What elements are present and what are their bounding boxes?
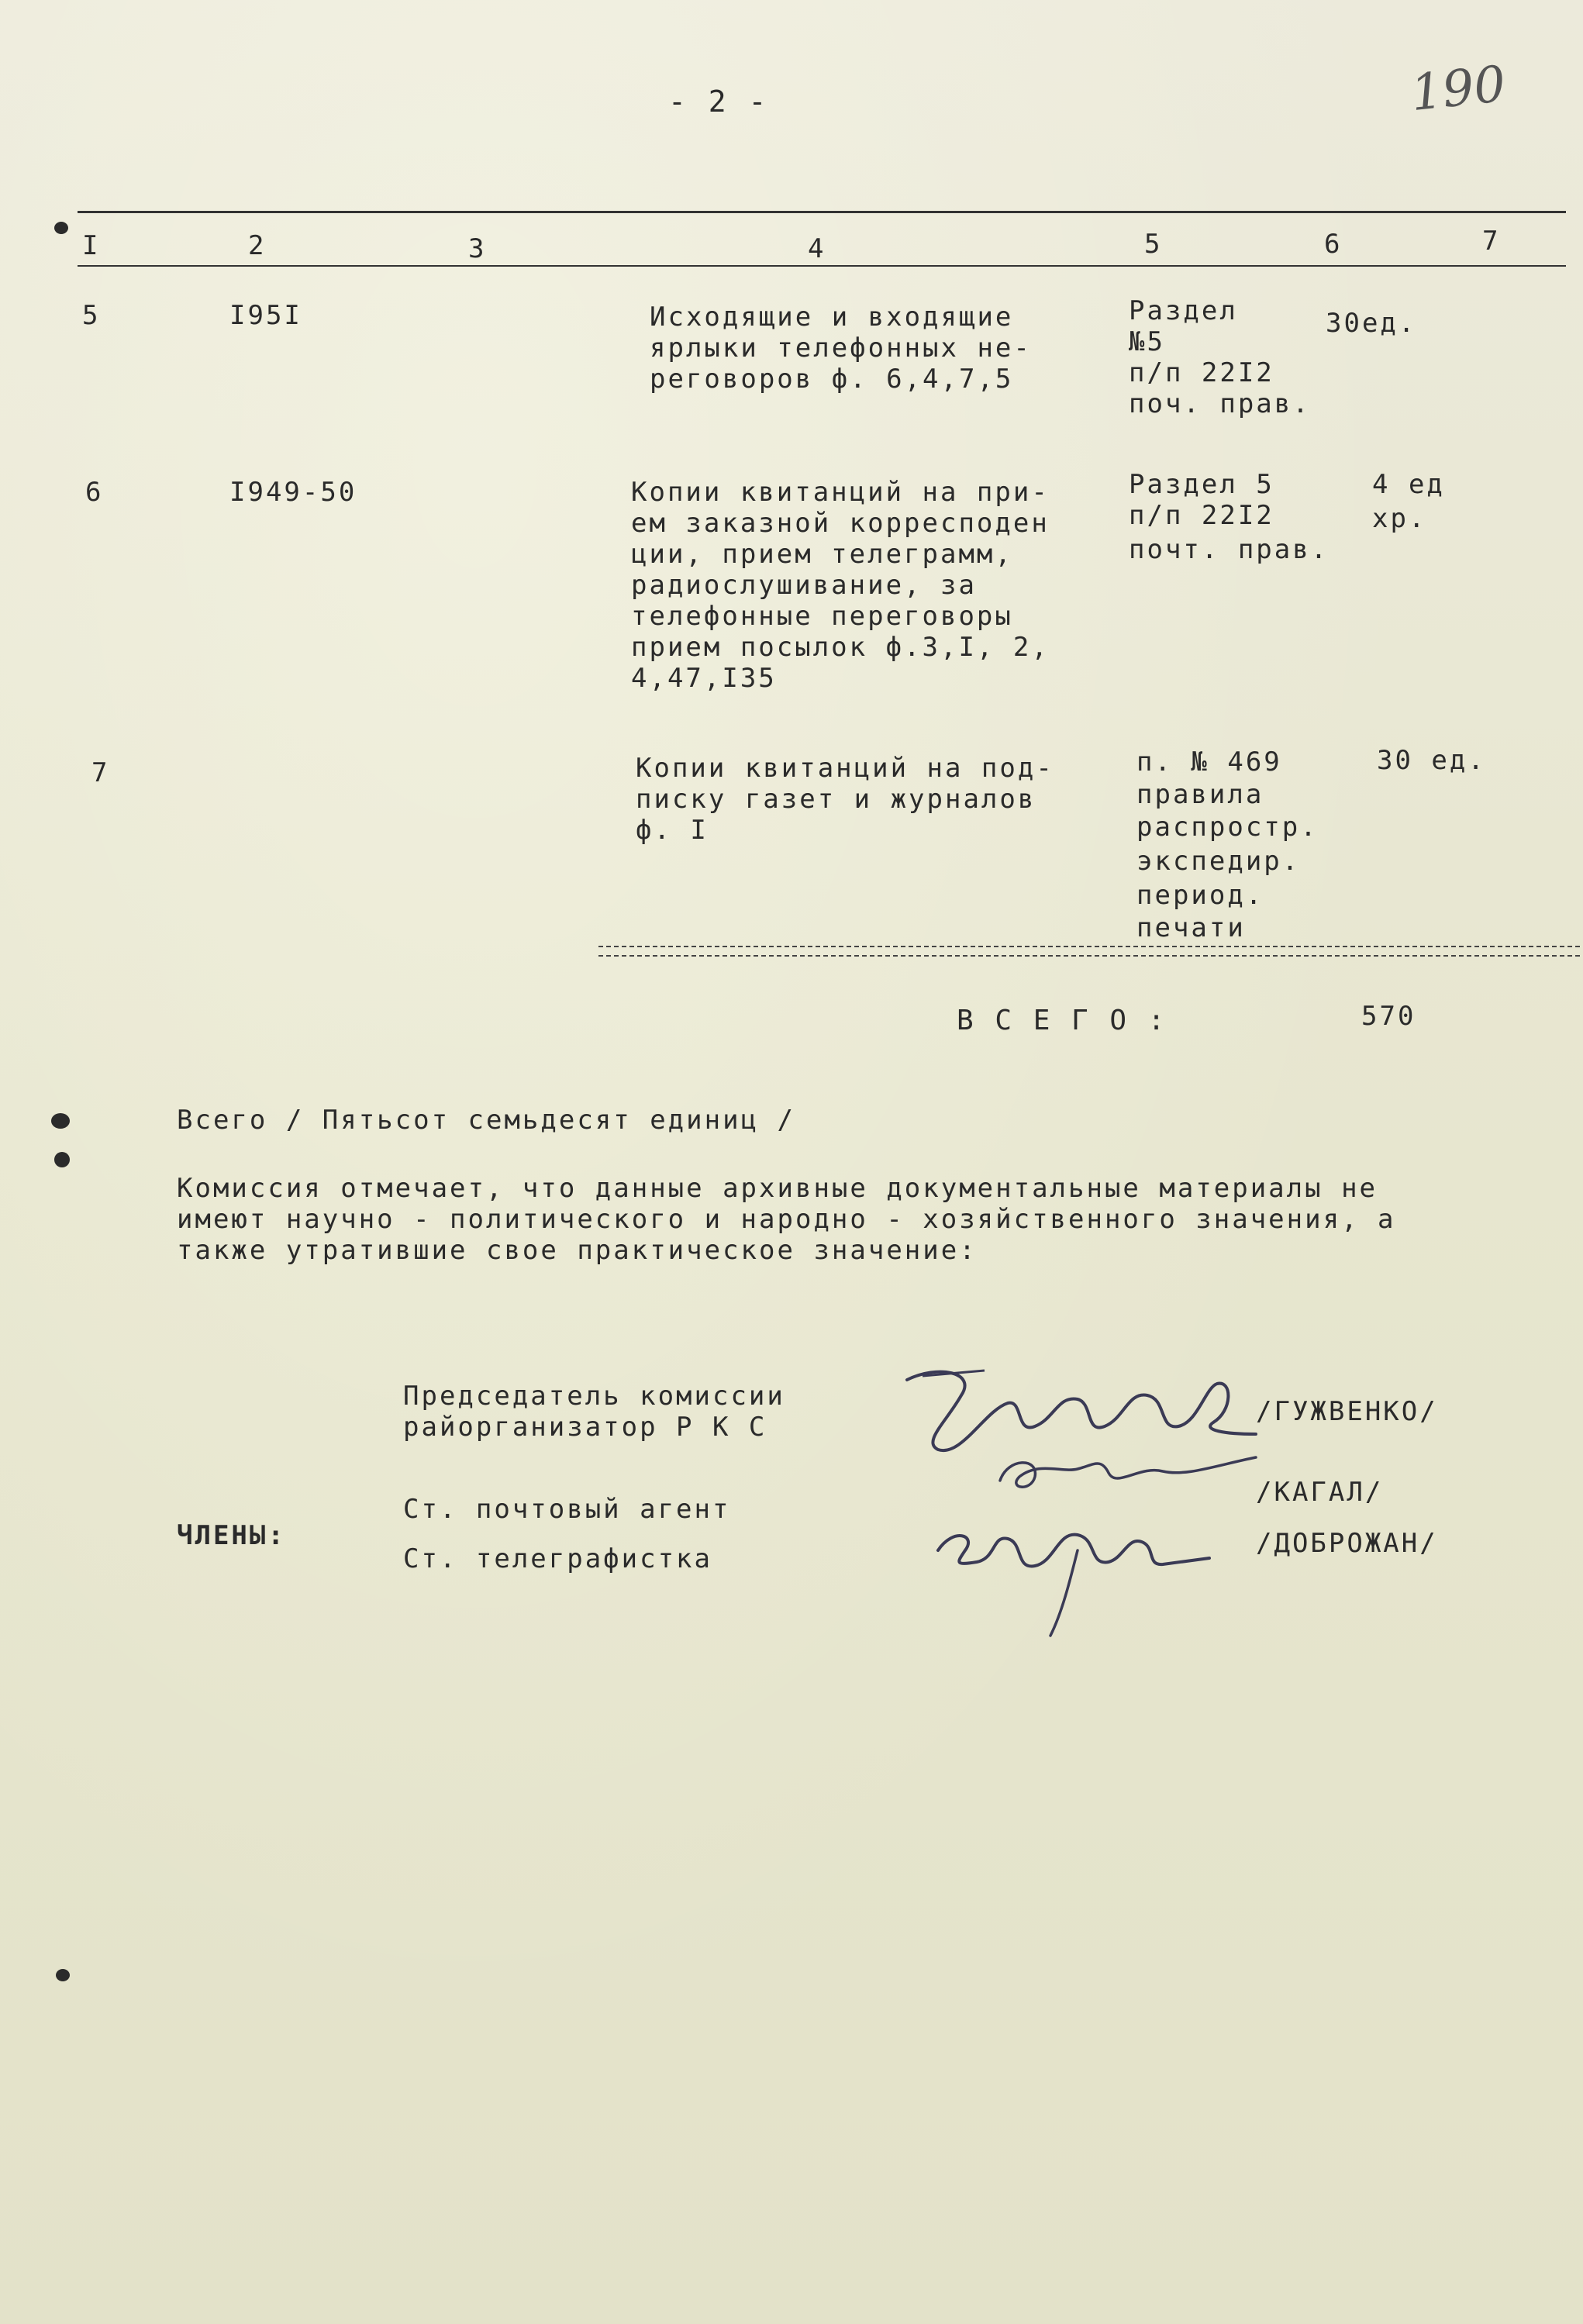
chair-title-line: Председатель комиссии — [403, 1381, 785, 1412]
member-name: /КАГАЛ/ — [1256, 1477, 1384, 1508]
col-6: 6 — [1324, 229, 1343, 260]
row-basis-line: п/п 22I2 — [1129, 357, 1274, 388]
row-number: 7 — [91, 757, 110, 788]
row-basis-line: поч. прав. — [1129, 388, 1311, 419]
chair-name: /ГУЖВЕНКО/ — [1256, 1396, 1438, 1427]
row-description-line: реговоров ф. 6,4,7,5 — [650, 364, 1014, 395]
row-basis-line: Раздел 5 — [1129, 469, 1274, 500]
row-description-line: телефонные переговоры — [631, 601, 1013, 632]
row-basis-line: п. № 469 — [1136, 747, 1282, 778]
commission-text-line: Комиссия отмечает, что данные архивные документальные материалы не — [177, 1173, 1378, 1204]
row-basis-line: почт. прав. — [1129, 534, 1330, 565]
row-quantity: 30 ед. — [1377, 745, 1486, 776]
punch-hole-mid-2 — [54, 1152, 70, 1167]
row-basis-line: №5 — [1129, 326, 1165, 357]
member-name: /ДОБРОЖАН/ — [1256, 1528, 1438, 1559]
col-1: I — [82, 230, 101, 261]
member-title: Ст. телеграфистка — [403, 1543, 712, 1574]
row-description-line: Копии квитанций на при- — [631, 477, 1050, 508]
summary-line: Всего / Пятьсот семьдесят единиц / — [177, 1105, 795, 1136]
total-value: 570 — [1361, 1001, 1416, 1032]
row-description-line: ярлыки телефонных не- — [650, 333, 1032, 364]
punch-hole-mid — [51, 1113, 70, 1129]
total-label: В С Е Г О : — [957, 1005, 1167, 1036]
row-description-line: прием посылок ф.3,I, 2, — [631, 632, 1050, 663]
row-basis-line: период. — [1136, 880, 1264, 911]
commission-text-line: имеют научно - политического и народно - хозяйственного значения, а — [177, 1204, 1396, 1235]
col-3: 3 — [468, 233, 487, 264]
chair-title-line: райорганизатор Р К С — [403, 1412, 767, 1443]
row-basis-line: печати — [1136, 912, 1246, 943]
row-quantity: хр. — [1372, 503, 1427, 534]
member-title: Ст. почтовый агент — [403, 1494, 731, 1525]
col-2: 2 — [248, 230, 267, 261]
archive-mark: 190 — [1408, 55, 1509, 123]
row-description-line: 4,47,I35 — [631, 663, 777, 694]
row-year: I95I — [229, 300, 302, 331]
row-description-line: радиослушивание, за — [631, 570, 977, 601]
total-double-rule — [598, 946, 1580, 957]
members-label: ЧЛЕНЫ: — [177, 1520, 286, 1551]
punch-hole-bottom — [56, 1969, 70, 1981]
page-number: - 2 - — [668, 84, 769, 119]
row-number: 6 — [85, 477, 104, 508]
row-description-line: ции, прием телеграмм, — [631, 539, 1013, 570]
row-basis-line: распростр. — [1136, 812, 1319, 843]
member-signature-dobrozhan — [923, 1504, 1217, 1643]
row-quantity: 4 ед — [1372, 469, 1445, 500]
col-7: 7 — [1482, 226, 1501, 257]
row-basis-line: п/п 22I2 — [1129, 500, 1274, 531]
punch-hole-top — [54, 222, 68, 234]
row-description-line: писку газет и журналов — [636, 784, 1036, 815]
row-year: I949-50 — [229, 477, 357, 508]
col-5: 5 — [1144, 229, 1163, 260]
col-4: 4 — [808, 233, 826, 264]
row-description-line: ф. I — [636, 815, 709, 846]
row-quantity: 30ед. — [1326, 308, 1417, 339]
row-description-line: ем заказной корресподен — [631, 508, 1050, 539]
row-description-line: Исходящие и входящие — [650, 302, 1014, 333]
row-basis-line: Раздел — [1129, 295, 1238, 326]
table-top-rule — [78, 211, 1566, 213]
commission-text-line: также утратившие свое практическое значение: — [177, 1235, 978, 1266]
row-basis-line: правила — [1136, 779, 1264, 810]
table-header-rule — [78, 265, 1566, 267]
row-number: 5 — [82, 300, 101, 331]
member-signature-kagal — [985, 1442, 1264, 1504]
row-description-line: Копии квитанций на под- — [636, 753, 1054, 784]
row-basis-line: экспедир. — [1136, 846, 1301, 877]
